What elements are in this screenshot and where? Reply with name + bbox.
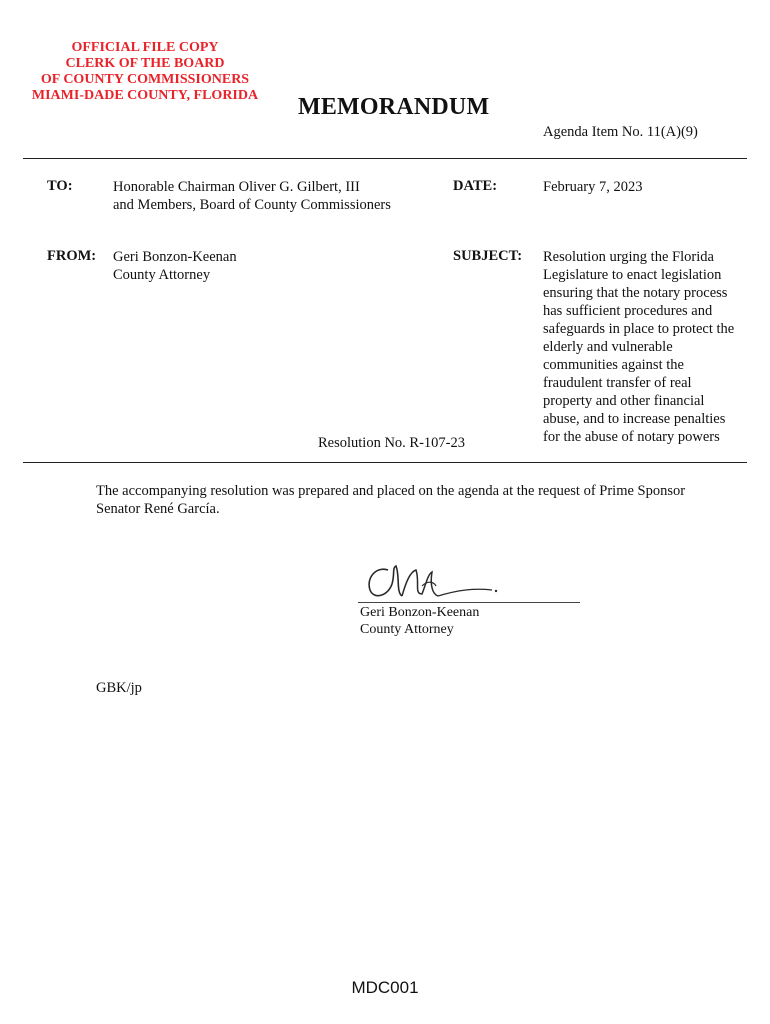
- stamp-line-1: OFFICIAL FILE COPY: [71, 40, 219, 55]
- subject-line: elderly and vulnerable: [543, 339, 673, 355]
- from-line-1: Geri Bonzon-Keenan: [113, 249, 237, 265]
- subject-label: SUBJECT:: [453, 248, 523, 264]
- official-file-copy-stamp: [20, 40, 270, 104]
- to-label: TO:: [47, 178, 73, 194]
- memo-body: [96, 482, 736, 518]
- date-label: DATE:: [453, 178, 498, 194]
- from-line-2: County Attorney: [113, 267, 211, 283]
- stamp-line-2: CLERK OF THE BOARD: [65, 56, 225, 71]
- subject-line: fraudulent transfer of real: [543, 375, 692, 391]
- date-value: February 7, 2023: [543, 179, 643, 195]
- memo-title: MEMORANDUM: [298, 94, 490, 120]
- signature-block: [360, 604, 479, 638]
- subject-line: Resolution urging the Florida: [543, 249, 714, 265]
- agenda-item-number: Agenda Item No. 11(A)(9): [543, 124, 698, 140]
- body-line-1: The accompanying resolution was prepared and placed on the agenda at the request of Prime Sponsor: [96, 483, 686, 499]
- to-line-2: and Members, Board of County Commissioners: [113, 197, 391, 213]
- subject-line: ensuring that the notary process: [543, 285, 728, 301]
- subject-line: communities against the: [543, 357, 684, 373]
- body-line-2: Senator René García.: [96, 501, 220, 517]
- signature-line: [358, 602, 580, 603]
- subject-text: [543, 248, 755, 446]
- handwritten-signature: [362, 560, 502, 604]
- footer-page-code: MDC001: [351, 978, 419, 997]
- to-recipient: [113, 178, 391, 214]
- subject-line: for the abuse of notary powers: [543, 429, 720, 445]
- to-line-1: Honorable Chairman Oliver G. Gilbert, III: [113, 179, 360, 195]
- header-top-rule: [23, 158, 747, 159]
- signature-title: County Attorney: [360, 622, 454, 637]
- reference-initials: GBK/jp: [96, 680, 142, 696]
- header-bottom-rule: [23, 462, 747, 463]
- stamp-line-3: OF COUNTY COMMISSIONERS: [40, 72, 250, 87]
- subject-line: has sufficient procedures and: [543, 303, 713, 319]
- stamp-line-4: MIAMI-DADE COUNTY, FLORIDA: [31, 88, 259, 103]
- subject-line: Legislature to enact legislation: [543, 267, 722, 283]
- subject-line: abuse, and to increase penalties: [543, 411, 726, 427]
- from-sender: [113, 248, 237, 284]
- subject-line: property and other financial: [543, 393, 705, 409]
- signature-name: Geri Bonzon-Keenan: [360, 605, 480, 620]
- resolution-number: Resolution No. R-107-23: [318, 435, 466, 451]
- from-label: FROM:: [47, 248, 97, 264]
- subject-line: safeguards in place to protect the: [543, 321, 735, 337]
